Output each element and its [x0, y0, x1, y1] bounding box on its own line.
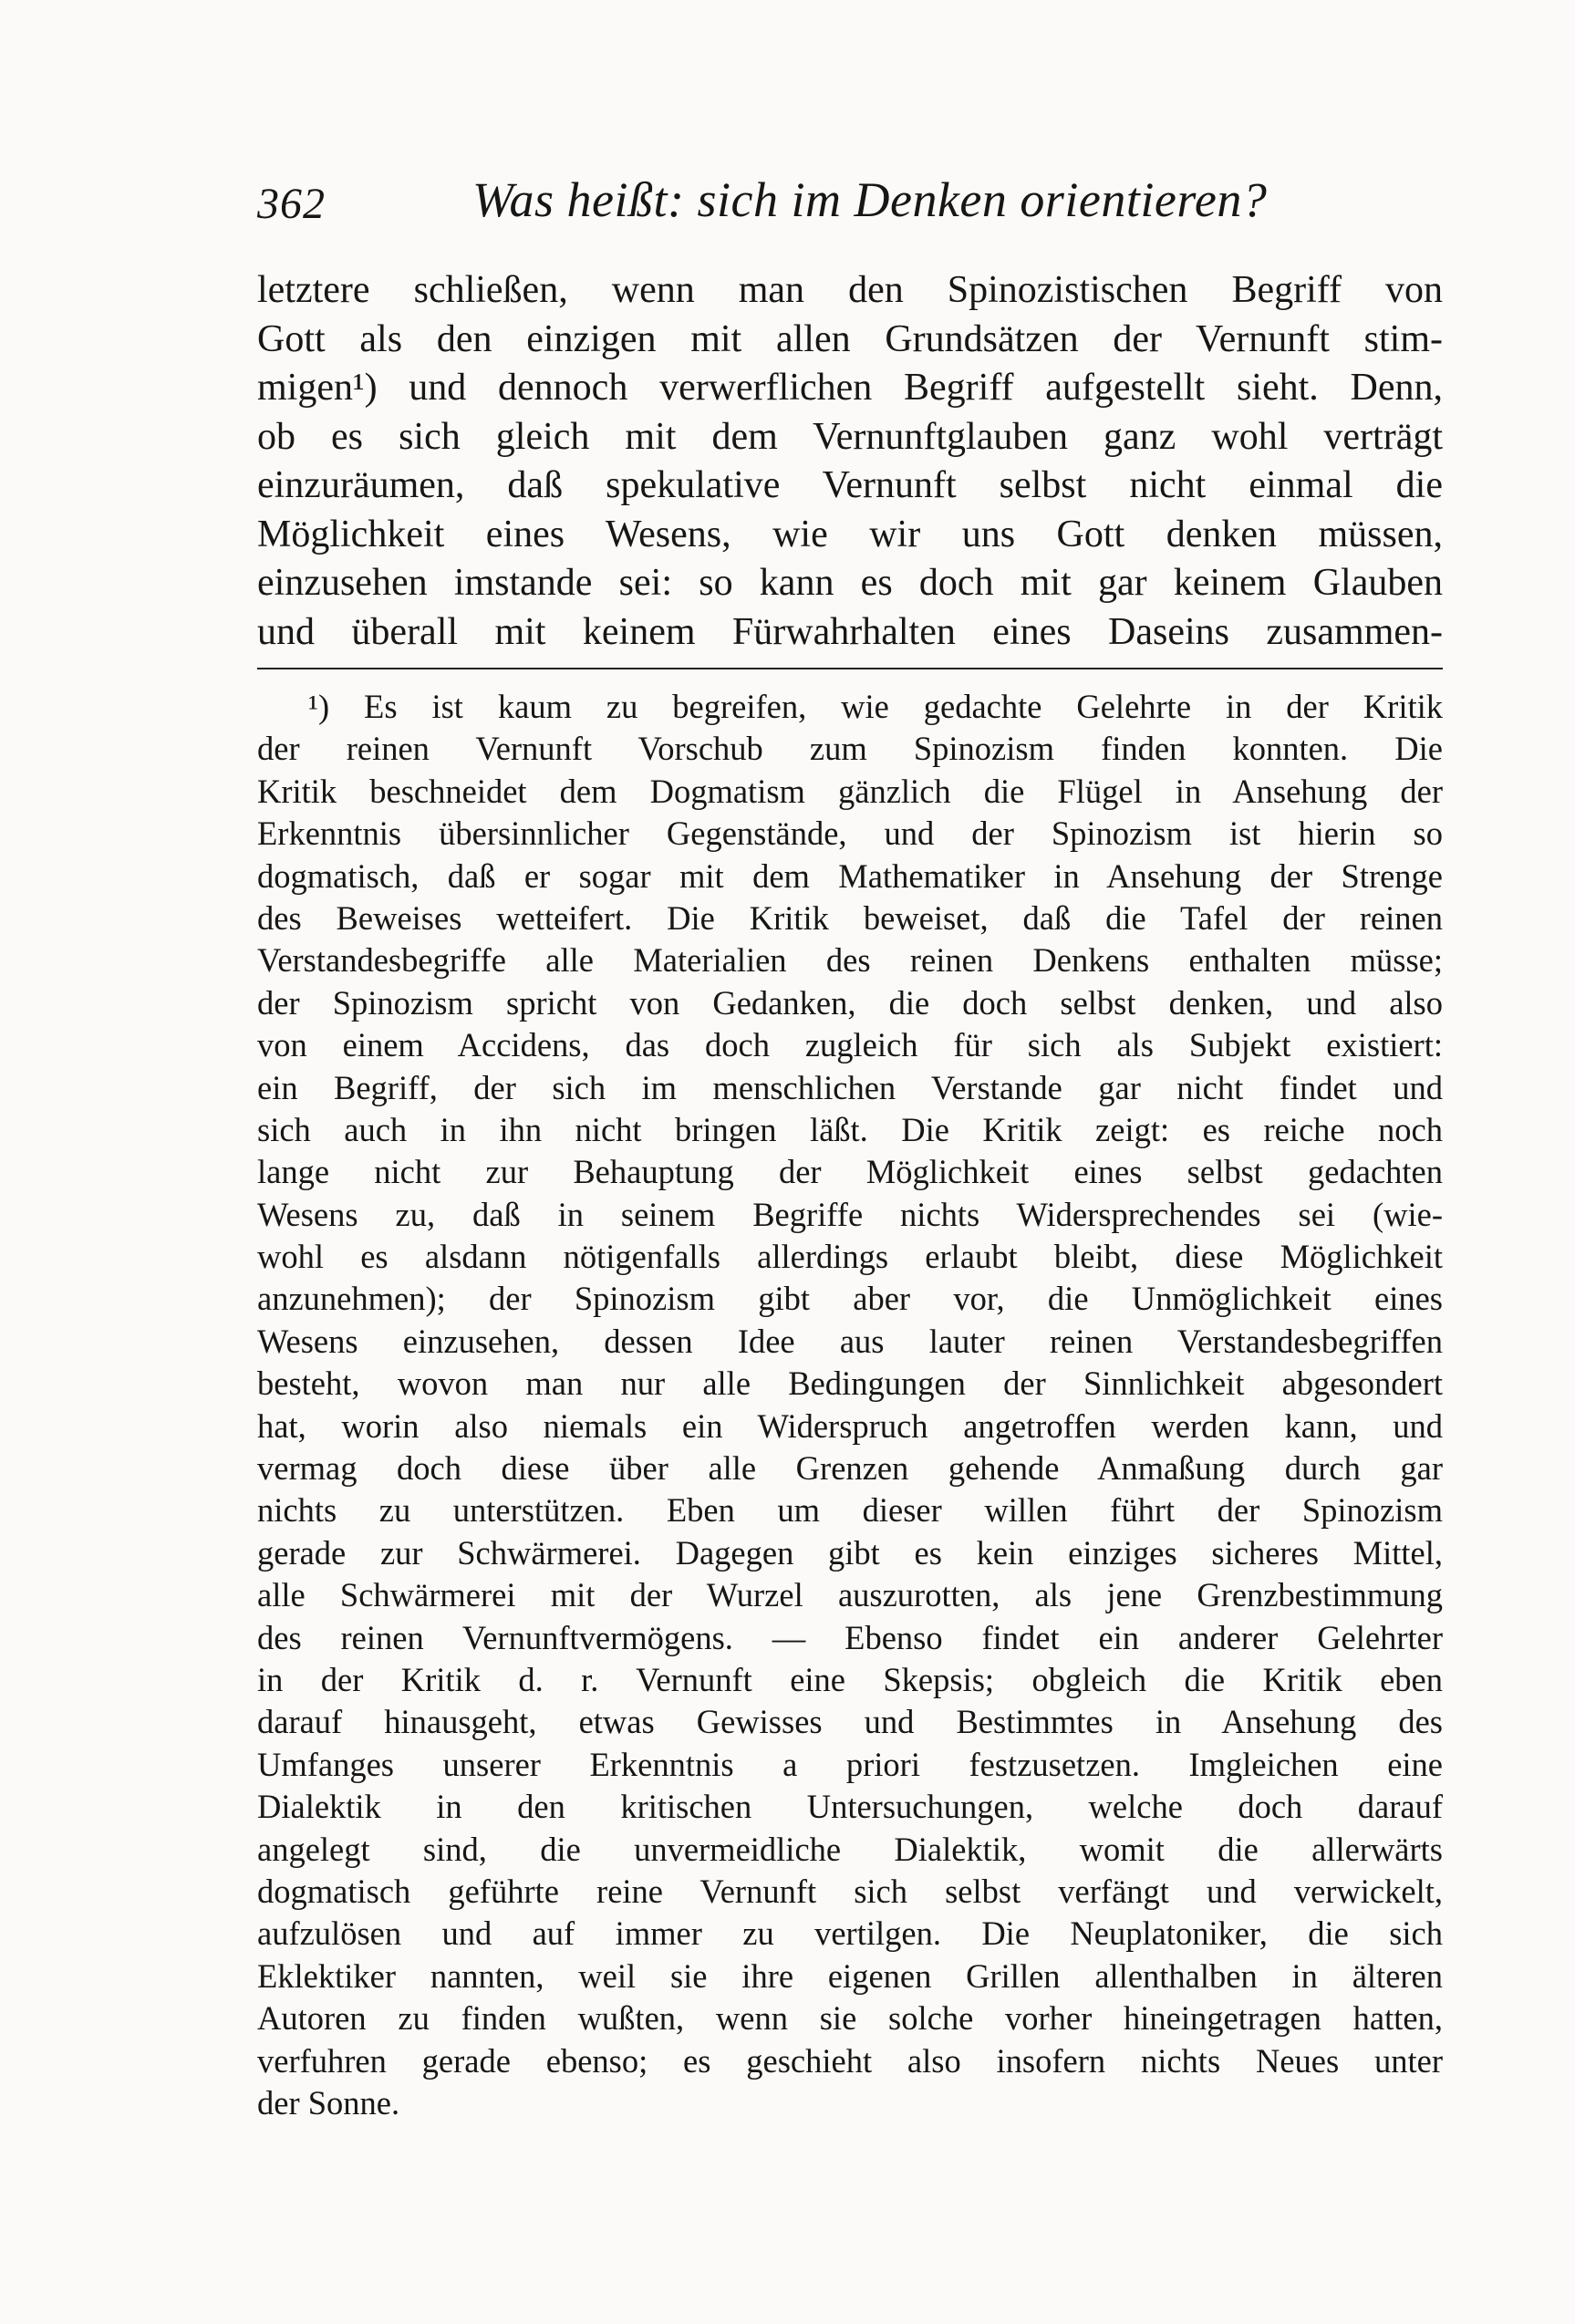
footnote-line: von einem Accidens, das doch zugleich für sich als Subjekt existiert: — [257, 1026, 1443, 1064]
footnote-line: Umfanges unserer Erkenntnis a priori festzusetzen. Imgleichen eine — [257, 1745, 1443, 1783]
footnote-line: Erkenntnis übersinnlicher Gegenstände, und der Spinozism ist hierin so — [257, 814, 1443, 853]
main-text-line: Gott als den einzigen mit allen Grundsätzen der Vernunft stim- — [257, 317, 1443, 360]
footnote-line: Wesens einzusehen, dessen Idee aus lauter reinen Verstandesbegriffen — [257, 1322, 1443, 1360]
footnote-line: wohl es alsdann nötigenfalls allerdings erlaubt bleibt, diese Möglichkeit — [257, 1238, 1443, 1276]
footnote-line: darauf hinausgeht, etwas Gewisses und Bestimmtes in Ansehung des — [257, 1703, 1443, 1741]
main-text-line: migen¹) und dennoch verwerflichen Begriff aufgestellt sieht. Denn, — [257, 367, 1443, 409]
footnote-line: lange nicht zur Behauptung der Möglichkeit eines selbst gedachten — [257, 1153, 1443, 1191]
main-text-line: Möglichkeit eines Wesens, wie wir uns Gott denken müssen, — [257, 513, 1443, 555]
footnote-line: der Sonne. — [257, 2083, 400, 2122]
footnote-line: dogmatisch geführte reine Vernunft sich selbst verfängt und verwickelt, — [257, 1872, 1443, 1910]
footnote-line: des reinen Vernunftvermögens. — Ebenso findet ein anderer Gelehrter — [257, 1618, 1443, 1656]
page-number: 362 — [257, 180, 326, 228]
footnote-line: der reinen Vernunft Vorschub zum Spinozism finden konnten. Die — [257, 730, 1443, 768]
footnote-line: anzunehmen); der Spinozism gibt aber vor, die Unmöglichkeit eines — [257, 1280, 1443, 1318]
running-title: Was heißt: sich im Denken orientieren? — [472, 172, 1268, 227]
footnote-line: ein Begriff, der sich im menschlichen Verstande gar nicht findet und — [257, 1068, 1443, 1106]
footnote-line: alle Schwärmerei mit der Wurzel auszurotten, als jene Grenzbestimmung — [257, 1576, 1443, 1614]
footnote-line: hat, worin also niemals ein Widerspruch angetroffen werden kann, und — [257, 1406, 1443, 1445]
footnote-line: angelegt sind, die unvermeidliche Dialektik, womit die allerwärts — [257, 1830, 1443, 1868]
footnote-line: sich auch in ihn nicht bringen läßt. Die Kritik zeigt: es reiche noch — [257, 1110, 1443, 1148]
footnote-line: besteht, wovon man nur alle Bedingungen der Sinnlichkeit abgesondert — [257, 1364, 1443, 1403]
footnote-divider — [257, 668, 1443, 669]
footnote-line: dogmatisch, daß er sogar mit dem Mathematiker in Ansehung der Strenge — [257, 856, 1443, 895]
footnote-line: gerade zur Schwärmerei. Dagegen gibt es kein einziges sicheres Mittel, — [257, 1533, 1443, 1572]
footnote-line: Autoren zu finden wußten, wenn sie solche vorher hineingetragen hatten, — [257, 1999, 1443, 2038]
footnote-line: verfuhren gerade ebenso; es geschieht also insofern nichts Neues unter — [257, 2041, 1443, 2080]
running-head — [257, 171, 1443, 244]
footnote-line: Verstandesbegriffe alle Materialien des reinen Denkens enthalten müsse; — [257, 941, 1443, 980]
main-text-line: ob es sich gleich mit dem Vernunftglauben ganz wohl verträgt — [257, 415, 1443, 458]
main-text-line: letztere schließen, wenn man den Spinozistischen Begriff von — [257, 269, 1443, 311]
main-text-line: einzuräumen, daß spekulative Vernunft selbst nicht einmal die — [257, 464, 1443, 506]
footnote-line: vermag doch diese über alle Grenzen gehende Anmaßung durch gar — [257, 1449, 1443, 1488]
main-text-line: einzusehen imstande sei: so kann es doch mit gar keinem Glauben — [257, 562, 1443, 604]
footnote-line: ¹) Es ist kaum zu begreifen, wie gedachte Gelehrte in der Kritik — [308, 688, 1443, 725]
main-text-block — [257, 266, 1443, 657]
footnote-line: aufzulösen und auf immer zu vertilgen. Die Neuplatoniker, die sich — [257, 1914, 1443, 1953]
footnote-line: der Spinozism spricht von Gedanken, die doch selbst denken, und also — [257, 983, 1443, 1022]
footnote-line: Eklektiker nannten, weil sie ihre eigenen Grillen allenthalben in älteren — [257, 1956, 1443, 1995]
footnote-line: Kritik beschneidet dem Dogmatism gänzlich die Flügel in Ansehung der — [257, 772, 1443, 810]
footnote-line: des Beweises wetteifert. Die Kritik beweiset, daß die Tafel der reinen — [257, 898, 1443, 937]
footnote-line: Dialektik in den kritischen Untersuchungen, welche doch darauf — [257, 1788, 1443, 1826]
footnote-line: nichts zu unterstützen. Eben um dieser willen führt der Spinozism — [257, 1491, 1443, 1530]
footnote-block — [257, 686, 1443, 2124]
footnote-line: in der Kritik d. r. Vernunft eine Skepsis; obgleich die Kritik eben — [257, 1660, 1443, 1698]
footnote-line: Wesens zu, daß in seinem Begriffe nichts Widersprechendes sei (wie- — [257, 1195, 1443, 1233]
main-text-line: und überall mit keinem Fürwahrhalten eines Daseins zusammen- — [257, 610, 1443, 653]
